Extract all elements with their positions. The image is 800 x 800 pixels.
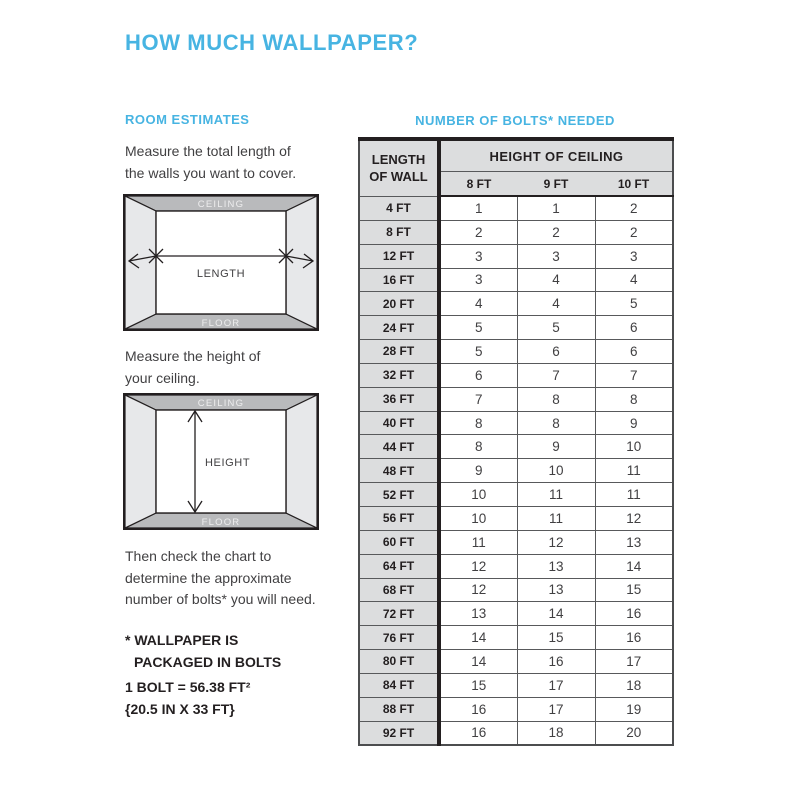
bolt-count-cell: 10 [595,435,673,459]
bolt-count-cell: 12 [595,506,673,530]
bolt-count-cell: 7 [595,363,673,387]
bolt-count-cell: 16 [595,602,673,626]
bolts-table-body [359,196,673,745]
table-row [359,578,673,602]
table-row [359,650,673,674]
wall-length-label: 92 FT [359,721,439,745]
wall-length-label: 4 FT [359,196,439,220]
col-header-9ft: 9 FT [517,172,595,197]
wall-length-label: 28 FT [359,340,439,364]
right-wall [286,196,317,329]
table-row [359,292,673,316]
bolt-count-cell: 13 [517,554,595,578]
wall-length-label: 52 FT [359,483,439,507]
bolt-count-cell: 12 [439,554,517,578]
ceiling-label: CEILING [197,398,245,409]
bolt-count-cell: 20 [595,721,673,745]
bolt-count-cell: 2 [595,196,673,220]
bolt-count-cell: 2 [517,220,595,244]
table-row [359,506,673,530]
bolt-count-cell: 16 [439,697,517,721]
bolt-size-info [125,677,250,720]
wall-length-label: 88 FT [359,697,439,721]
bolt-count-cell: 4 [439,292,517,316]
bolt-count-cell: 13 [439,602,517,626]
bolt-count-cell: 14 [439,626,517,650]
bolt-count-cell: 1 [517,196,595,220]
table-row [359,435,673,459]
table-row [359,363,673,387]
table-row [359,316,673,340]
bolt-count-cell: 16 [595,626,673,650]
bolt-count-cell: 17 [517,673,595,697]
wall-length-label: 68 FT [359,578,439,602]
corner-header: LENGTH OF WALL [359,139,439,196]
instruction-line: determine the approximate [125,569,292,586]
bolt-count-cell: 15 [595,578,673,602]
wall-length-label: 64 FT [359,554,439,578]
wall-length-label: 16 FT [359,268,439,292]
bolt-count-cell: 7 [439,387,517,411]
wall-length-label: 80 FT [359,650,439,674]
table-row [359,220,673,244]
bolt-count-cell: 14 [595,554,673,578]
wall-length-label: 8 FT [359,220,439,244]
bolt-info-line: {20.5 IN X 33 FT} [125,700,235,717]
bolt-count-cell: 11 [595,483,673,507]
bolt-count-cell: 17 [595,650,673,674]
bolt-count-cell: 5 [439,340,517,364]
back-wall [156,211,286,314]
bolt-count-cell: 18 [517,721,595,745]
instruction-length [125,141,296,184]
table-row [359,244,673,268]
bolt-count-cell: 13 [517,578,595,602]
group-header: HEIGHT OF CEILING [439,139,673,172]
bolt-count-cell: 13 [595,530,673,554]
wall-length-label: 48 FT [359,459,439,483]
room-estimates-heading: ROOM ESTIMATES [125,112,250,127]
room-length-diagram [123,194,319,331]
bolt-count-cell: 15 [517,626,595,650]
bolt-count-cell: 8 [595,387,673,411]
bolt-count-cell: 10 [439,483,517,507]
wall-length-label: 32 FT [359,363,439,387]
bolt-count-cell: 10 [439,506,517,530]
bolt-count-cell: 8 [439,411,517,435]
bolt-count-cell: 16 [439,721,517,745]
bolt-count-cell: 4 [595,268,673,292]
bolt-count-cell: 17 [517,697,595,721]
instruction-line: Measure the total length of [125,143,291,159]
bolt-count-cell: 18 [595,673,673,697]
bolt-count-cell: 11 [595,459,673,483]
page-title: HOW MUCH WALLPAPER? [125,30,419,55]
bolt-count-cell: 3 [439,244,517,268]
bolt-count-cell: 2 [439,220,517,244]
bolt-count-cell: 6 [595,316,673,340]
col-header-8ft: 8 FT [439,172,517,197]
table-row [359,554,673,578]
left-wall [125,395,156,528]
bolt-count-cell: 8 [439,435,517,459]
room-height-diagram [123,393,319,530]
floor-label: FLOOR [201,517,241,528]
instruction-chart [125,546,316,611]
table-row [359,268,673,292]
wallpaper-footnote [125,630,281,673]
bolt-count-cell: 11 [517,506,595,530]
table-row [359,196,673,220]
instruction-height [125,346,260,389]
wall-length-label: 20 FT [359,292,439,316]
col-header-10ft: 10 FT [595,172,673,197]
wall-length-label: 72 FT [359,602,439,626]
bolt-count-cell: 14 [439,650,517,674]
bolt-count-cell: 6 [439,363,517,387]
floor-label: FLOOR [201,318,241,329]
wall-length-label: 24 FT [359,316,439,340]
instruction-line: Then check the chart to [125,548,272,564]
wall-length-label: 36 FT [359,387,439,411]
table-row [359,459,673,483]
bolt-count-cell: 3 [517,244,595,268]
bolt-count-cell: 9 [595,411,673,435]
table-row [359,626,673,650]
wall-length-label: 44 FT [359,435,439,459]
bolt-count-cell: 5 [439,316,517,340]
bolt-count-cell: 12 [439,578,517,602]
bolt-count-cell: 7 [517,363,595,387]
bolt-count-cell: 11 [439,530,517,554]
bolt-count-cell: 3 [439,268,517,292]
bolt-count-cell: 15 [439,673,517,697]
footnote-line: PACKAGED IN BOLTS [134,653,282,670]
bolts-table-header [359,139,673,196]
length-label: LENGTH [196,268,246,280]
instruction-line: Measure the height of [125,348,261,364]
table-row [359,483,673,507]
table-row [359,387,673,411]
bolt-count-cell: 9 [517,435,595,459]
wall-length-label: 76 FT [359,626,439,650]
bolt-count-cell: 8 [517,387,595,411]
wall-length-label: 56 FT [359,506,439,530]
instruction-line: number of bolts* you will need. [125,591,316,607]
bolt-count-cell: 6 [595,340,673,364]
bolt-count-cell: 8 [517,411,595,435]
wall-length-label: 84 FT [359,673,439,697]
bolt-count-cell: 9 [439,459,517,483]
table-row [359,697,673,721]
ceiling-label: CEILING [197,199,245,210]
bolts-table-heading: NUMBER OF BOLTS* NEEDED [415,113,615,128]
table-row [359,602,673,626]
bolt-count-cell: 16 [517,650,595,674]
bolt-count-cell: 1 [439,196,517,220]
wall-length-label: 12 FT [359,244,439,268]
bolt-count-cell: 5 [517,316,595,340]
table-row [359,530,673,554]
bolt-count-cell: 4 [517,292,595,316]
table-row [359,411,673,435]
bolt-count-cell: 2 [595,220,673,244]
height-label: HEIGHT [205,457,251,469]
bolt-count-cell: 4 [517,268,595,292]
instruction-line: your ceiling. [125,369,200,386]
footnote-line: * WALLPAPER IS [125,632,239,648]
instruction-line: the walls you want to cover. [125,164,297,181]
bolt-count-cell: 3 [595,244,673,268]
bolt-count-cell: 11 [517,483,595,507]
table-row [359,673,673,697]
table-row [359,721,673,745]
bolt-count-cell: 10 [517,459,595,483]
wall-length-label: 40 FT [359,411,439,435]
bolt-count-cell: 5 [595,292,673,316]
right-wall [286,395,317,528]
bolts-table [358,137,674,746]
bolt-count-cell: 14 [517,602,595,626]
table-row [359,340,673,364]
bolt-count-cell: 19 [595,697,673,721]
wall-length-label: 60 FT [359,530,439,554]
bolt-count-cell: 6 [517,340,595,364]
bolt-info-line: 1 BOLT = 56.38 FT² [125,679,251,695]
left-wall [125,196,156,329]
bolt-count-cell: 12 [517,530,595,554]
